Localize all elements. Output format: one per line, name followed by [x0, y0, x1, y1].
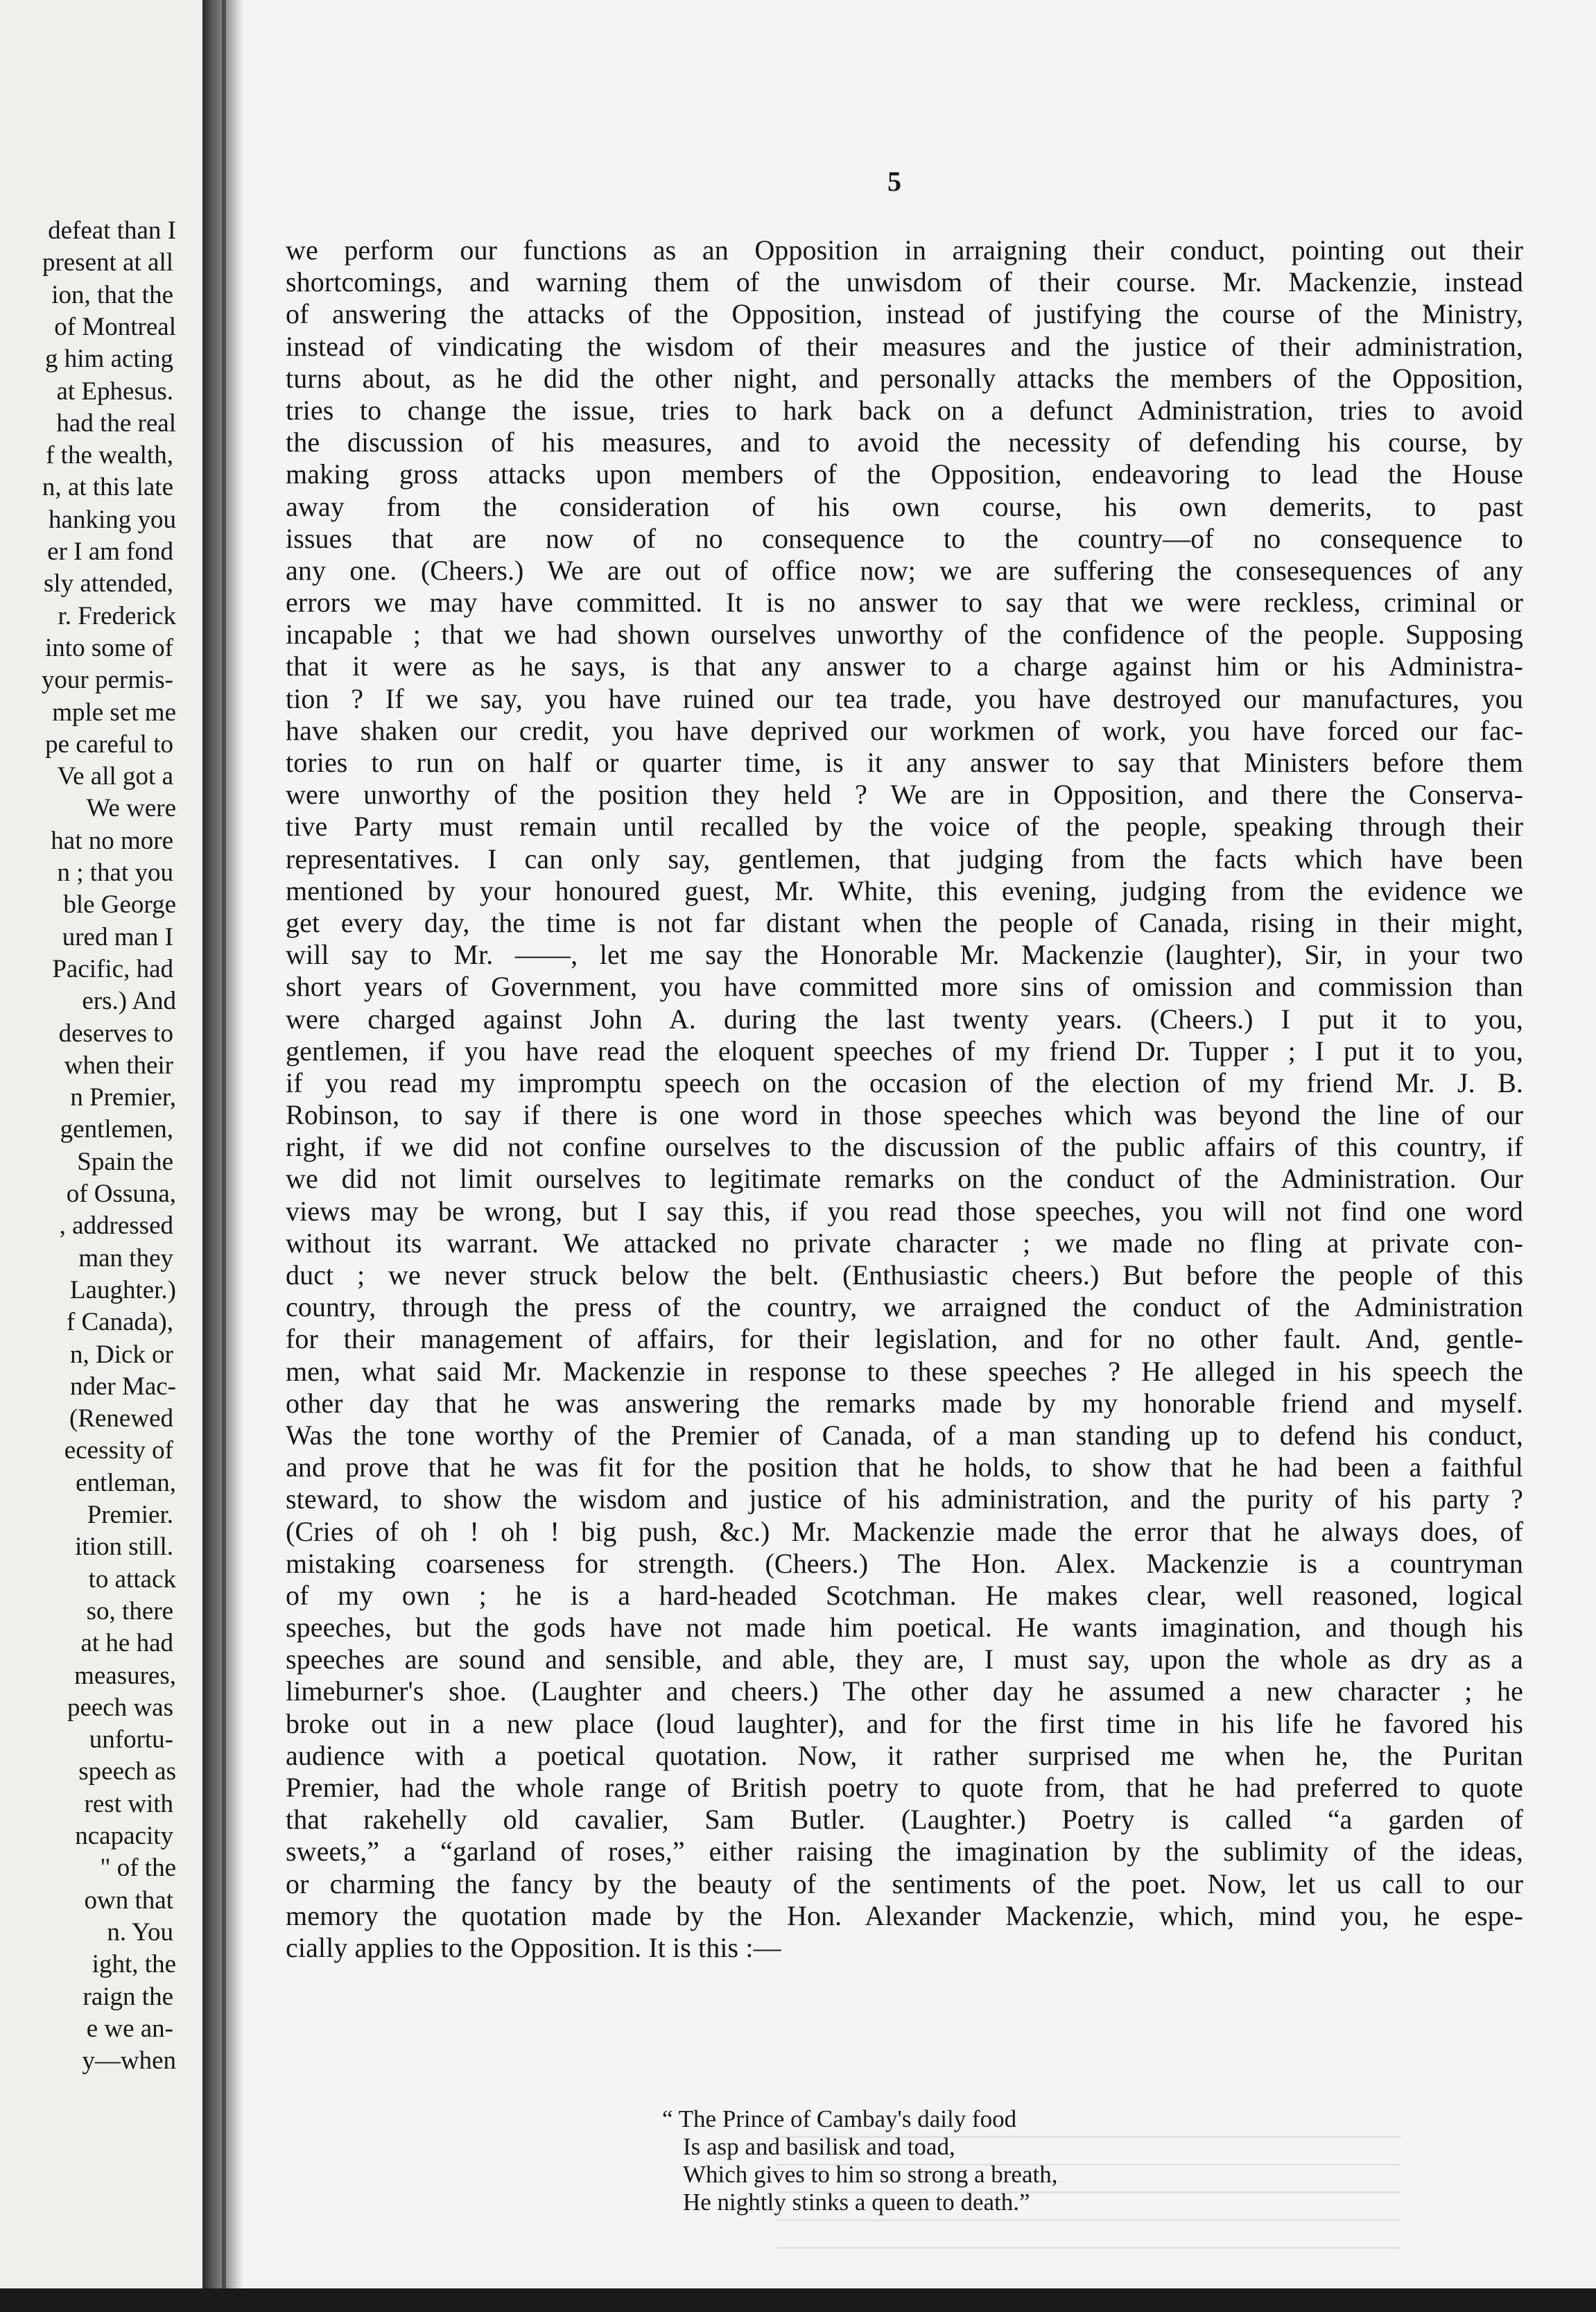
left-fragment-line: f Canada), [66, 1308, 173, 1337]
body-line: sweets,” a “garland of roses,” either raising the imagination by the sublimity of the ideas, [286, 1836, 1523, 1867]
left-fragment-line: " of the [100, 1854, 176, 1883]
gutter-shadow [222, 0, 226, 2312]
left-fragment-line: at he had [80, 1629, 173, 1658]
left-fragment-line: g him acting [45, 345, 173, 374]
body-line: right, if we did not confine ourselves to the discussion of the public affairs of this country, if [286, 1131, 1523, 1163]
left-fragment-line: Spain the [77, 1147, 173, 1176]
left-fragment-line: deserves to [58, 1019, 173, 1048]
body-line: instead of vindicating the wisdom of their measures and the justice of their administration, [286, 330, 1523, 362]
left-fragment-line: ion, that the [51, 280, 173, 309]
body-line: shortcomings, and warning them of the unwisdom of their course. Mr. Mackenzie, instead [286, 266, 1523, 298]
previous-page-fragment [0, 0, 202, 2288]
body-line: memory the quotation made by the Hon. Alexander Mackenzie, which, mind you, he espe- [286, 1899, 1523, 1931]
left-fragment-line: n Premier, [70, 1083, 176, 1112]
body-line: or charming the fancy by the beauty of the sentiments of the poet. Now, let us call to our [286, 1867, 1523, 1899]
left-fragment-line: into some of [45, 633, 173, 662]
body-line: gentlemen, if you have read the eloquent speeches of my friend Dr. Tupper ; I put it to you, [286, 1035, 1523, 1067]
body-line: short years of Government, you have committed more sins of omission and commission than [286, 971, 1523, 1003]
left-fragment-line: ecessity of [64, 1436, 173, 1465]
body-line: were charged against John A. during the last twenty years. (Cheers.) I put it to you, [286, 1003, 1523, 1035]
left-fragment-line: at Ephesus. [56, 377, 173, 406]
body-line: tion ? If we say, you have ruined our tea trade, you have destroyed our manufactures, you [286, 682, 1523, 714]
body-line: mistaking coarseness for strength. (Cheers.) The Hon. Alex. Mackenzie is a countryman [286, 1547, 1523, 1579]
body-line: Premier, had the whole range of British poetry to quote from, that he had preferred to quote [286, 1772, 1523, 1803]
body-line: that it were as he says, is that any answer to a charge against him or his Administra- [286, 650, 1523, 682]
body-line: we did not limit ourselves to legitimate remarks on the conduct of the Administration. Our [286, 1163, 1523, 1195]
left-fragment-line: er I am fond [47, 537, 173, 566]
left-fragment-line: mple set me [52, 698, 176, 727]
body-line: Was the tone worthy of the Premier of Canada, of a man standing up to defend his conduct, [286, 1419, 1523, 1451]
left-fragment-line: man they [78, 1243, 173, 1273]
body-line: steward, to show the wisdom and justice of his administration, and the purity of his party ? [286, 1483, 1523, 1515]
body-line: making gross attacks upon members of the Opposition, endeavoring to lead the House [286, 458, 1523, 490]
body-line: (Cries of oh ! oh ! big push, &c.) Mr. Mackenzie made the error that he always does, of [286, 1515, 1523, 1547]
left-fragment-line: to attack [88, 1564, 176, 1594]
body-line: tries to change the issue, tries to hark back on a defunct Administration, tries to avoid [286, 394, 1523, 426]
body-line: representatives. I can only say, gentlemen, that judging from the facts which have been [286, 843, 1523, 874]
body-line: tive Party must remain until recalled by the voice of the people, speaking through their [286, 811, 1523, 843]
left-fragment-line: y—when [82, 2046, 176, 2076]
body-line: for their management of affairs, for their legislation, and for no other fault. And, gentle- [286, 1323, 1523, 1355]
left-fragment-line: had the real [56, 408, 176, 438]
left-fragment-line: ers.) And [82, 987, 176, 1016]
body-line: of my own ; he is a hard-headed Scotchman. He makes clear, well reasoned, logical [286, 1579, 1523, 1611]
left-fragment-line: ncapacity [75, 1822, 173, 1850]
body-line: tories to run on half or quarter time, is it any answer to say that Ministers before them [286, 747, 1523, 778]
quote-line: Which gives to him so strong a breath, [683, 2161, 1058, 2188]
body-line: and prove that he was fit for the position that he holds, to show that he had been a faithful [286, 1451, 1523, 1483]
left-fragment-line: (Renewed [69, 1404, 173, 1433]
body-line: men, what said Mr. Mackenzie in response to these speeches ? He alleged in his speech the [286, 1355, 1523, 1387]
left-fragment-line: Premier. [87, 1501, 173, 1529]
left-fragment-line: present at all [42, 248, 173, 277]
left-fragment-line: unfortu- [89, 1725, 173, 1754]
body-line: will say to Mr. ——, let me say the Honorable Mr. Mackenzie (laughter), Sir, in your two [286, 939, 1523, 971]
left-fragment-line: raign the [83, 1982, 173, 2011]
body-line: limeburner's shoe. (Laughter and cheers.) The other day he assumed a new character ; he [286, 1675, 1523, 1707]
left-fragment-line: hanking you [49, 505, 176, 534]
body-line: have shaken our credit, you have deprived our workmen of work, you have forced our fac- [286, 714, 1523, 746]
left-fragment-line: ight, the [92, 1950, 176, 1979]
quote-line: “ The Prince of Cambay's daily food [662, 2105, 1017, 2132]
verse-quotation [662, 2105, 1057, 2216]
left-fragment-line: e we an- [86, 2014, 173, 2043]
body-line: if you read my impromptu speech on the occasion of the election of my friend Mr. J. B. [286, 1067, 1523, 1098]
body-line: mentioned by your honoured guest, Mr. White, this evening, judging from the evidence we [286, 874, 1523, 906]
body-line: get every day, the time is not far distant when the people of Canada, rising in their might, [286, 906, 1523, 938]
left-fragment-line: your permis- [41, 666, 173, 695]
body-line: the discussion of his measures, and to avoid the necessity of defending his course, by [286, 426, 1523, 458]
body-line: of answering the attacks of the Opposition, instead of justifying the course of the Ministry, [286, 298, 1523, 330]
left-fragment-line: hat no more [51, 826, 173, 855]
body-line: country, through the press of the country, we arraigned the conduct of the Administration [286, 1291, 1523, 1323]
body-line: duct ; we never struck below the belt. (Enthusiastic cheers.) But before the people of this [286, 1259, 1523, 1291]
left-fragment-line: Pacific, had [52, 954, 173, 983]
left-fragment-line: own that [84, 1886, 173, 1915]
left-fragment-line: sly attended, [43, 569, 173, 598]
body-line: errors we may have committed. It is no answer to say that we were reckless, criminal or [286, 587, 1523, 619]
left-fragment-line: of Ossuna, [66, 1180, 176, 1208]
left-fragment-line: peech was [67, 1693, 173, 1722]
left-fragment-line: ble George [63, 890, 176, 920]
left-fragment-line: of Montreal [54, 312, 176, 341]
quote-line: Is asp and basilisk and toad, [683, 2133, 955, 2160]
left-fragment-line: , addressed [59, 1211, 173, 1241]
scan-bottom-edge [0, 2288, 1596, 2312]
left-fragment-line: measures, [74, 1661, 176, 1690]
body-line: incapable ; that we had shown ourselves unworthy of the confidence of the people. Supposing [286, 619, 1523, 650]
left-fragment-line: f the wealth, [46, 441, 173, 470]
body-line: broke out in a new place (loud laughter), and for the first time in his life he favored his [286, 1707, 1523, 1739]
left-fragment-line: Ve all got a [57, 762, 173, 791]
page-number: 5 [887, 166, 901, 197]
left-fragment-line: ured man I [62, 922, 173, 951]
body-line: that rakehelly old cavalier, Sam Butler. (Laughter.) Poetry is called “a garden of [286, 1804, 1523, 1836]
left-fragment-line: r. Frederick [58, 601, 176, 630]
body-line: other day that he was answering the remarks made by my honorable friend and myself. [286, 1387, 1523, 1419]
left-fragment-line: ition still. [75, 1533, 173, 1562]
left-fragment-line: n, at this late [42, 473, 173, 502]
left-fragment-line: speech as [78, 1757, 176, 1786]
body-line: any one. (Cheers.) We are out of office now; we are suffering the consesequences of any [286, 554, 1523, 586]
left-fragment-line: rest with [84, 1789, 173, 1818]
left-fragment-line: We were [86, 794, 176, 823]
quote-line: He nightly stinks a queen to death.” [683, 2189, 1030, 2216]
body-line: turns about, as he did the other night, and personally attacks the members of the Opposition, [286, 362, 1523, 394]
body-line: Robinson, to say if there is one word in those speeches which was beyond the line of our [286, 1099, 1523, 1131]
left-fragment-line: gentlemen, [60, 1115, 173, 1144]
body-text [286, 234, 1523, 1964]
left-fragment-line: when their [64, 1051, 173, 1080]
body-line: we perform our functions as an Opposition in arraigning their conduct, pointing out their [286, 234, 1523, 266]
left-fragment-line: pe careful to [45, 730, 173, 759]
body-line: were unworthy of the position they held ? We are in Opposition, and there the Conserva- [286, 779, 1523, 811]
left-fragment-line: defeat than I [48, 216, 176, 245]
left-fragment-line: so, there [86, 1596, 173, 1625]
body-line: speeches are sound and sensible, and able, they are, I must say, upon the whole as dry as a [286, 1644, 1523, 1675]
left-fragment-line: entleman, [76, 1468, 176, 1497]
left-fragment-line: Laughter.) [69, 1275, 176, 1304]
left-fragment-line: n ; that you [57, 859, 173, 887]
left-fragment-line: n. You [107, 1917, 173, 1947]
body-line: audience with a poetical quotation. Now, it rather surprised me when he, the Puritan [286, 1739, 1523, 1771]
body-line: speeches, but the gods have not made him poetical. He wants imagination, and though his [286, 1612, 1523, 1644]
left-fragment-line: nder Mac- [69, 1372, 176, 1401]
body-line: cially applies to the Opposition. It is this :— [286, 1931, 781, 1963]
body-line: issues that are now of no consequence to the country—of no consequence to [286, 522, 1523, 554]
body-line: without its warrant. We attacked no private character ; we made no fling at private con- [286, 1227, 1523, 1259]
body-line: views may be wrong, but I say this, if you read those speeches, you will not find one word [286, 1195, 1523, 1227]
left-fragment-line: n, Dick or [70, 1340, 173, 1369]
body-line: away from the consideration of his own course, his own demerits, to past [286, 490, 1523, 522]
